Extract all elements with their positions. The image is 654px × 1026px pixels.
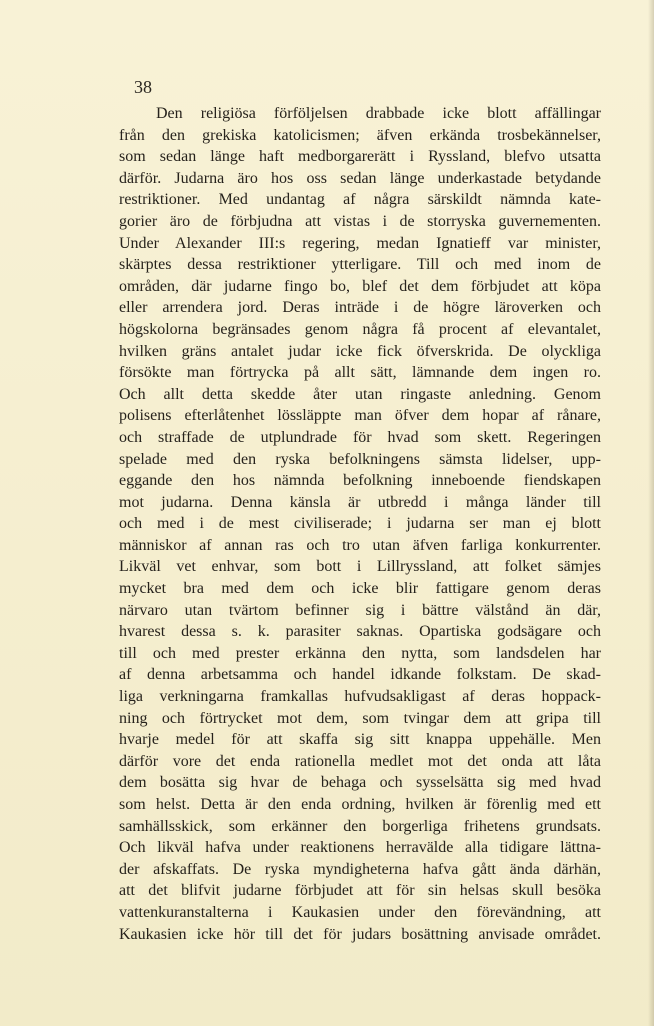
text-line: som sedan länge haft medborgarerätt i Ryssland, blefvo utsatta — [119, 148, 601, 166]
text-line: Likväl vet enhvar, som bott i Lillryssland, att folket sämjes — [119, 558, 601, 576]
page-edge-shadow — [648, 0, 654, 1026]
text-line: hvilken gräns antalet judar icke fick öfverskrida. De olyckliga — [119, 342, 601, 360]
body-text — [119, 103, 601, 945]
text-line: ning och förtrycket mot dem, som tvingar dem att gripa till — [119, 709, 601, 727]
text-line: eggande den hos nämnda befolkning inneboende fiendskapen — [119, 472, 601, 490]
text-line: liga verkningarna framkallas hufvudsakligast af deras hoppack- — [119, 688, 601, 706]
text-line: mycket bra med dem och icke blir fattigare genom deras — [119, 580, 601, 598]
text-line: människor af annan ras och tro utan äfven farliga konkurrenter. — [119, 536, 601, 554]
text-line: dem bosätta sig hvar de behaga och sysselsätta sig med hvad — [119, 774, 601, 792]
text-line: från den grekiska katolicismen; äfven erkända trosbekännelser, — [119, 126, 601, 144]
text-line: eller arrendera jord. Deras inträde i de högre läroverken och — [119, 299, 601, 317]
text-line: hvarje medel för att skaffa sig sitt knappa uppehälle. Men — [119, 731, 601, 749]
text-line: Och allt detta skedde åter utan ringaste anledning. Genom — [119, 385, 601, 403]
text-line: mot judarna. Denna känsla är utbredd i många länder till — [119, 493, 601, 511]
text-line: till och med prester erkänna den nytta, som landsdelen har — [119, 644, 601, 662]
text-line: Och likväl hafva under reaktionens herravälde alla tidigare lättna- — [119, 839, 601, 857]
text-line: Kaukasien icke hör till det för judars bosättning anvisade området. — [119, 925, 601, 943]
text-line: försökte man förtrycka på allt sätt, lämnande dem ingen ro. — [119, 364, 601, 382]
text-line: att det blifvit judarne förbjudet att för sin helsas skull besöka — [119, 882, 601, 900]
text-line: spelade med den ryska befolkningens sämsta lidelser, upp- — [119, 450, 601, 468]
text-line: och straffade de utplundrade för hvad som skett. Regeringen — [119, 428, 601, 446]
text-line: vattenkuranstalterna i Kaukasien under den förevändning, att — [119, 903, 601, 921]
text-line: hvarest dessa s. k. parasiter saknas. Opartiska godsägare och — [119, 623, 601, 641]
text-line: restriktioner. Med undantag af några särskildt nämnda kate- — [119, 191, 601, 209]
text-line: gorier äro de förbjudna att vistas i de storryska guvernementen. — [119, 212, 601, 230]
text-line: områden, där judarne fingo bo, blef det dem förbjudet att köpa — [119, 277, 601, 295]
text-line: polisens efterlåtenhet lössläppte man öfver dem hopar af rånare, — [119, 407, 601, 425]
text-line: och med i de mest civiliserade; i judarna ser man ej blott — [119, 515, 601, 533]
text-line: högskolorna begränsades genom några få procent af elevantalet, — [119, 320, 601, 338]
text-line: af denna arbetsamma och handel idkande folkstam. De skad- — [119, 666, 601, 684]
text-line: Den religiösa förföljelsen drabbade icke blott affällingar — [156, 105, 601, 122]
text-line: därför. Judarna äro hos oss sedan länge underkastade betydande — [119, 169, 601, 187]
text-line: Under Alexander III:s regering, medan Ignatieff var minister, — [119, 234, 601, 252]
page-number: 38 — [134, 77, 152, 97]
text-line: skärptes dessa restriktioner ytterligare. Till och med inom de — [119, 256, 601, 274]
text-line: därför vore det enda rationella medlet mot det onda att låta — [119, 752, 601, 770]
text-line: som helst. Detta är den enda ordning, hvilken är förenlig med ett — [119, 796, 601, 813]
text-line: der afskaffats. De ryska myndigheterna hafva gått ända därhän, — [119, 860, 601, 878]
text-line: samhällsskick, som erkänner den borgerliga frihetens grundsats. — [119, 817, 601, 835]
text-line: närvaro utan tvärtom befinner sig i bättre välstånd än där, — [119, 601, 601, 619]
